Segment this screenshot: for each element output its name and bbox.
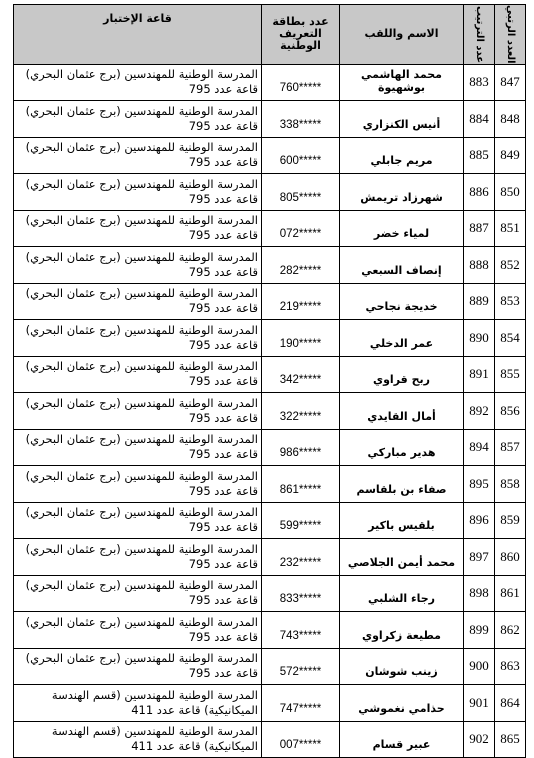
table-row <box>14 137 526 174</box>
name-cell: لمياء خضر <box>340 210 464 247</box>
index-cell: 890 <box>464 320 495 357</box>
rank-cell: 850 <box>495 174 526 211</box>
id-value: 743***** <box>279 629 322 642</box>
table-row <box>14 539 526 576</box>
hall-line-1: المدرسة الوطنية للمهندسين (برج عثمان البحري) <box>25 432 258 447</box>
table-row <box>14 648 526 685</box>
hall-line-1: المدرسة الوطنية للمهندسين (برج عثمان البحري) <box>25 213 258 228</box>
rank-cell: 847 <box>495 64 526 101</box>
hall-line-2: قاعة عدد 795 <box>188 410 258 425</box>
hall-cell <box>14 648 262 685</box>
hall-line-1: المدرسة الوطنية للمهندسين (برج عثمان البحري) <box>25 541 258 556</box>
index-cell: 892 <box>464 393 495 430</box>
hall-line-2: قاعة عدد 795 <box>188 337 258 352</box>
id-value: 760***** <box>279 82 322 95</box>
table-row <box>14 283 526 320</box>
id-value: 322***** <box>279 410 322 423</box>
hall-line-2: قاعة عدد 795 <box>188 301 258 316</box>
candidates-sheet <box>13 4 525 758</box>
id-cell <box>262 247 340 284</box>
name-cell: إنصاف السبعي <box>340 247 464 284</box>
hall-line-2: قاعة عدد 795 <box>188 666 258 681</box>
rank-cell: 862 <box>495 612 526 649</box>
hall-line-1: المدرسة الوطنية للمهندسين (برج عثمان البحري) <box>25 103 258 118</box>
id-value: 007***** <box>279 739 322 752</box>
id-value: 747***** <box>279 702 322 715</box>
id-value: 338***** <box>279 118 322 131</box>
hall-line-2: قاعة عدد 795 <box>188 82 258 97</box>
hall-cell <box>14 721 262 758</box>
hall-line-1: المدرسة الوطنية للمهندسين (قسم الهندسة <box>51 724 258 739</box>
table-row <box>14 320 526 357</box>
rank-cell: 864 <box>495 685 526 722</box>
index-cell: 894 <box>464 429 495 466</box>
name-cell: محمد الهاشمي بوشهيوة <box>340 64 464 101</box>
index-cell: 896 <box>464 502 495 539</box>
name-cell: هدير مباركي <box>340 429 464 466</box>
hall-line-1: المدرسة الوطنية للمهندسين (قسم الهندسة <box>51 687 258 702</box>
hall-cell <box>14 356 262 393</box>
id-value: 600***** <box>279 155 322 168</box>
header-hall: قاعة الإختبار <box>14 5 262 65</box>
rank-cell: 849 <box>495 137 526 174</box>
table-row <box>14 429 526 466</box>
table-row <box>14 466 526 503</box>
table-row <box>14 502 526 539</box>
hall-line-2: الميكانيكية) قاعة عدد 411 <box>131 739 258 754</box>
hall-line-2: قاعة عدد 795 <box>188 629 258 644</box>
table-row <box>14 101 526 138</box>
hall-cell <box>14 685 262 722</box>
index-cell: 888 <box>464 247 495 284</box>
name-cell: عمر الدخلي <box>340 320 464 357</box>
id-cell <box>262 612 340 649</box>
name-cell: رجاء الشلبي <box>340 575 464 612</box>
index-cell: 887 <box>464 210 495 247</box>
name-cell: شهرزاد تريمش <box>340 174 464 211</box>
hall-cell <box>14 174 262 211</box>
rank-cell: 858 <box>495 466 526 503</box>
hall-cell <box>14 502 262 539</box>
hall-line-1: المدرسة الوطنية للمهندسين (برج عثمان البحري) <box>25 286 258 301</box>
id-value: 219***** <box>279 301 322 314</box>
id-cell <box>262 101 340 138</box>
index-cell: 891 <box>464 356 495 393</box>
id-value: 572***** <box>279 666 322 679</box>
id-cell <box>262 539 340 576</box>
table-row <box>14 210 526 247</box>
index-cell: 895 <box>464 466 495 503</box>
hall-line-2: قاعة عدد 795 <box>188 118 258 133</box>
hall-line-2: قاعة عدد 795 <box>188 593 258 608</box>
hall-line-1: المدرسة الوطنية للمهندسين (برج عثمان البحري) <box>25 614 258 629</box>
hall-line-1: المدرسة الوطنية للمهندسين (برج عثمان البحري) <box>25 395 258 410</box>
name-cell: مطيعة زكراوي <box>340 612 464 649</box>
hall-line-1: المدرسة الوطنية للمهندسين (برج عثمان البحري) <box>25 67 258 82</box>
rank-cell: 859 <box>495 502 526 539</box>
hall-cell <box>14 393 262 430</box>
header-id: عدد بطاقة التعريف الوطنية <box>262 5 340 65</box>
hall-line-2: قاعة عدد 795 <box>188 155 258 170</box>
hall-line-1: المدرسة الوطنية للمهندسين (برج عثمان البحري) <box>25 176 258 191</box>
name-cell: زينب شوشان <box>340 648 464 685</box>
rank-cell: 853 <box>495 283 526 320</box>
id-value: 599***** <box>279 520 322 533</box>
hall-line-1: المدرسة الوطنية للمهندسين (برج عثمان البحري) <box>25 651 258 666</box>
table-row <box>14 612 526 649</box>
id-cell <box>262 685 340 722</box>
index-cell: 884 <box>464 101 495 138</box>
hall-cell <box>14 64 262 101</box>
rank-cell: 860 <box>495 539 526 576</box>
id-value: 805***** <box>279 191 322 204</box>
hall-line-2: قاعة عدد 795 <box>188 374 258 389</box>
hall-cell <box>14 575 262 612</box>
index-cell: 883 <box>464 64 495 101</box>
rank-cell: 865 <box>495 721 526 758</box>
name-cell: ربح قراوي <box>340 356 464 393</box>
name-cell: أنيس الكنزاري <box>340 101 464 138</box>
id-value: 072***** <box>279 228 322 241</box>
header-rank: العدد الرتبي <box>495 5 526 65</box>
name-cell: عبير قسام <box>340 721 464 758</box>
id-cell <box>262 283 340 320</box>
id-value: 232***** <box>279 556 322 569</box>
id-cell <box>262 356 340 393</box>
rank-cell: 855 <box>495 356 526 393</box>
hall-cell <box>14 283 262 320</box>
candidates-table <box>13 4 526 758</box>
id-cell <box>262 64 340 101</box>
id-value: 833***** <box>279 593 322 606</box>
hall-line-2: قاعة عدد 795 <box>188 520 258 535</box>
rank-cell: 861 <box>495 575 526 612</box>
table-row <box>14 685 526 722</box>
header-index: عدد الترتيب <box>464 5 495 65</box>
hall-line-1: المدرسة الوطنية للمهندسين (برج عثمان البحري) <box>25 322 258 337</box>
index-cell: 898 <box>464 575 495 612</box>
name-cell: خديجة نجاحي <box>340 283 464 320</box>
id-cell <box>262 466 340 503</box>
id-cell <box>262 210 340 247</box>
rank-cell: 856 <box>495 393 526 430</box>
rank-cell: 863 <box>495 648 526 685</box>
table-row <box>14 393 526 430</box>
hall-cell <box>14 466 262 503</box>
index-cell: 901 <box>464 685 495 722</box>
hall-line-1: المدرسة الوطنية للمهندسين (برج عثمان البحري) <box>25 578 258 593</box>
name-cell: أمال القايدي <box>340 393 464 430</box>
hall-line-1: المدرسة الوطنية للمهندسين (برج عثمان البحري) <box>25 468 258 483</box>
hall-line-1: المدرسة الوطنية للمهندسين (برج عثمان البحري) <box>25 140 258 155</box>
name-cell: بلقيس باكير <box>340 502 464 539</box>
id-value: 190***** <box>279 337 322 350</box>
rank-cell: 852 <box>495 247 526 284</box>
hall-line-1: المدرسة الوطنية للمهندسين (برج عثمان البحري) <box>25 359 258 374</box>
id-cell <box>262 648 340 685</box>
table-row <box>14 247 526 284</box>
table-row <box>14 721 526 758</box>
rank-cell: 851 <box>495 210 526 247</box>
id-cell <box>262 575 340 612</box>
rank-cell: 857 <box>495 429 526 466</box>
hall-line-2: قاعة عدد 795 <box>188 556 258 571</box>
rank-cell: 854 <box>495 320 526 357</box>
table-row <box>14 174 526 211</box>
id-cell <box>262 502 340 539</box>
name-cell: صفاء بن بلقاسم <box>340 466 464 503</box>
name-cell: حذامي نغموشي <box>340 685 464 722</box>
id-cell <box>262 393 340 430</box>
hall-line-2: قاعة عدد 795 <box>188 483 258 498</box>
index-cell: 889 <box>464 283 495 320</box>
index-cell: 897 <box>464 539 495 576</box>
hall-cell <box>14 247 262 284</box>
id-cell <box>262 137 340 174</box>
index-cell: 885 <box>464 137 495 174</box>
rank-cell: 848 <box>495 101 526 138</box>
table-row <box>14 575 526 612</box>
id-value: 861***** <box>279 483 322 496</box>
index-cell: 899 <box>464 612 495 649</box>
name-cell: مريم جابلي <box>340 137 464 174</box>
name-cell: محمد أيمن الجلاصي <box>340 539 464 576</box>
id-cell <box>262 320 340 357</box>
hall-cell <box>14 429 262 466</box>
index-cell: 886 <box>464 174 495 211</box>
header-name: الاسم واللقب <box>340 5 464 65</box>
hall-cell <box>14 101 262 138</box>
id-value: 282***** <box>279 264 322 277</box>
table-body <box>14 64 526 758</box>
hall-line-2: قاعة عدد 795 <box>188 447 258 462</box>
table-row <box>14 356 526 393</box>
hall-line-1: المدرسة الوطنية للمهندسين (برج عثمان البحري) <box>25 249 258 264</box>
hall-line-2: قاعة عدد 795 <box>188 191 258 206</box>
id-value: 986***** <box>279 447 322 460</box>
id-cell <box>262 721 340 758</box>
index-cell: 902 <box>464 721 495 758</box>
hall-cell <box>14 612 262 649</box>
table-row <box>14 64 526 101</box>
hall-line-1: المدرسة الوطنية للمهندسين (برج عثمان البحري) <box>25 505 258 520</box>
id-value: 342***** <box>279 374 322 387</box>
hall-line-2: قاعة عدد 795 <box>188 264 258 279</box>
hall-cell <box>14 539 262 576</box>
id-cell <box>262 429 340 466</box>
id-cell <box>262 174 340 211</box>
hall-cell <box>14 210 262 247</box>
hall-line-2: الميكانيكية) قاعة عدد 411 <box>131 702 258 717</box>
hall-cell <box>14 320 262 357</box>
header-row <box>14 5 526 65</box>
index-cell: 900 <box>464 648 495 685</box>
hall-cell <box>14 137 262 174</box>
hall-line-2: قاعة عدد 795 <box>188 228 258 243</box>
